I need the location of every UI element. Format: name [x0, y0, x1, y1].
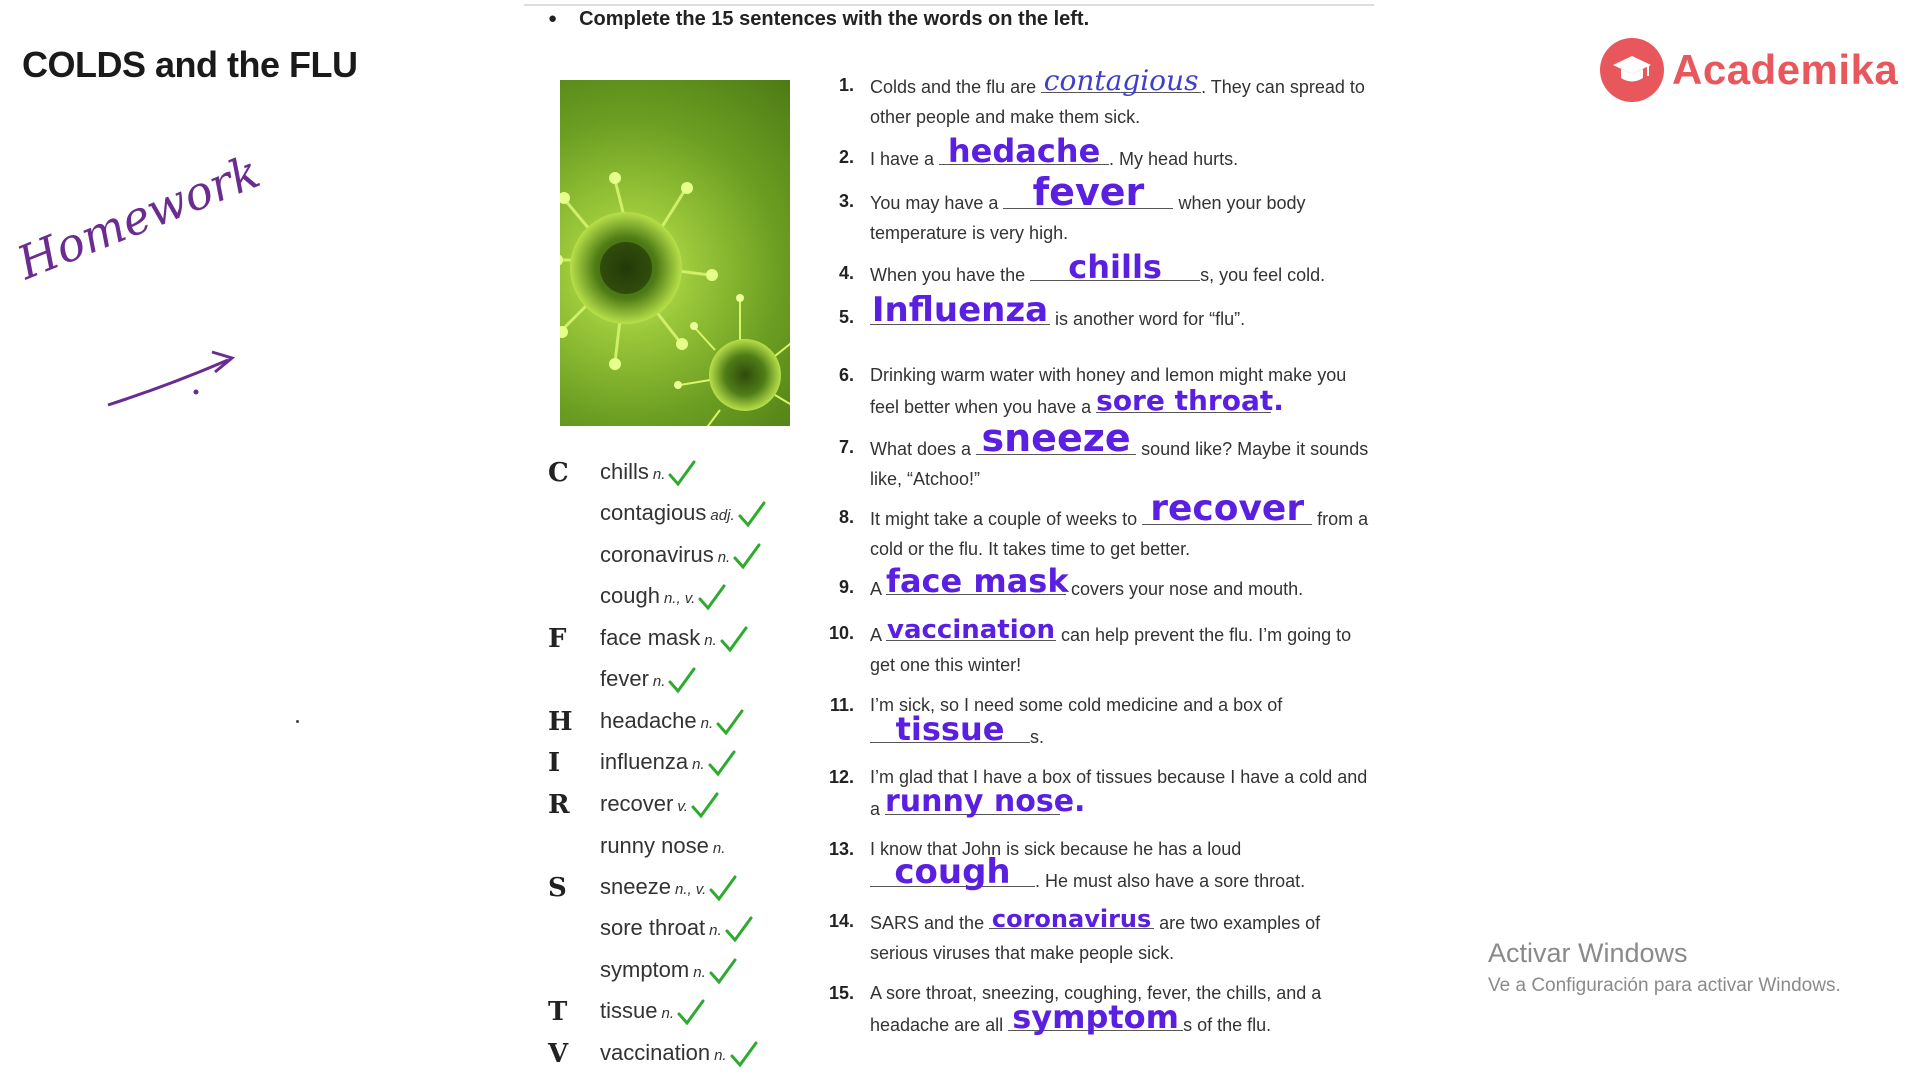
handwritten-homework-note: Homework: [9, 144, 267, 290]
worksheet: [524, 0, 1374, 1080]
sentence-text-after: . My head hurts.: [1109, 149, 1239, 169]
word-list-letter: V: [548, 1038, 569, 1069]
stray-dot: [296, 720, 299, 723]
sentence-number: 10.: [828, 623, 854, 643]
sentence-text-before: Colds and the flu are: [870, 77, 1042, 97]
sentence-number: 8.: [838, 507, 854, 527]
word-list-pos: n.: [709, 922, 722, 940]
answer-blank[interactable]: [886, 615, 1056, 645]
answer-blank[interactable]: [870, 290, 1050, 330]
word-list-item: [548, 701, 808, 743]
sentence-text-after: s, you feel cold.: [1200, 265, 1326, 285]
sentence-text-before: I know that John is sick because he has a loud: [870, 839, 1242, 859]
word-list-letter: R: [548, 789, 570, 820]
logo-text: Academika: [1672, 46, 1899, 93]
sentence-text-after: from a cold or the flu. It takes time to get better.: [870, 509, 1369, 559]
sentence-text-before: A sore throat, sneezing, coughing, fever, the chills, and a headache are all: [870, 983, 1322, 1035]
answer-text: runny nose.: [885, 784, 1086, 819]
answer-text: cough: [894, 852, 1011, 892]
worksheet-instruction: ● Complete the 15 sentences with the words on the left.: [548, 8, 1089, 31]
word-list: [548, 452, 808, 1075]
sentence-text-before: SARS and the: [870, 913, 990, 933]
answer-text: sneeze: [981, 416, 1131, 460]
answer-text: sore throat.: [1096, 384, 1284, 417]
sentence-number: 2.: [838, 147, 854, 167]
sentence-text-after: sound like? Maybe it sounds like, “Atchoo!”: [870, 439, 1369, 489]
answer-blank[interactable]: [1008, 998, 1183, 1036]
word-list-pos: n.: [692, 756, 705, 774]
sentence-text-after: s of the flu.: [1183, 1015, 1272, 1035]
word-list-pos: n.: [652, 673, 666, 691]
checkmark-icon: [707, 749, 737, 777]
answer-text: vaccination: [887, 615, 1056, 645]
word-list-letter: S: [548, 872, 567, 903]
sentence-number: 4.: [838, 263, 854, 283]
word-list-pos: n.: [652, 465, 666, 483]
word-list-letter: C: [548, 457, 569, 488]
sentence-number: 1.: [838, 75, 854, 95]
answer-blank[interactable]: [1030, 248, 1200, 286]
checkmark-icon: [708, 874, 738, 902]
page-title: COLDS and the FLU: [22, 44, 358, 85]
answer-text: Influenza: [871, 290, 1049, 330]
answer-text: symptom: [1012, 998, 1179, 1036]
answer-text: fever: [1032, 170, 1145, 214]
word-list-pos: n.: [700, 714, 714, 732]
watermark-subtitle: Ve a Configuración para activar Windows.: [1488, 975, 1841, 996]
word-list-letter: T: [548, 997, 568, 1028]
sentence-text-before: You may have a: [870, 193, 1004, 213]
word-list-word: recover: [600, 790, 674, 816]
word-list-item: [548, 743, 808, 785]
sentence-text-before: I’m sick, so I need some cold medicine and a box of: [870, 695, 1283, 715]
sentence-text-before: I have a: [870, 149, 940, 169]
word-list-pos: adj.: [710, 507, 735, 525]
answer-blank[interactable]: [885, 784, 1086, 819]
sentence-number: 15.: [828, 983, 854, 1003]
word-list-word: headache: [600, 707, 697, 733]
sentence-number: 13.: [828, 839, 854, 859]
word-list-item: [548, 535, 808, 577]
checkmark-icon: [715, 708, 745, 736]
sentence-number: 11.: [829, 695, 854, 715]
word-list-letter: F: [548, 623, 567, 654]
answer-blank[interactable]: [1142, 488, 1312, 529]
answer-blank[interactable]: [870, 710, 1030, 748]
sentence-number: 14.: [828, 911, 854, 931]
answer-text: chills: [1068, 248, 1162, 286]
sentence-text-before: What does a: [870, 439, 977, 459]
word-list-pos: n.: [661, 1005, 674, 1023]
sentence-text-before: A: [870, 579, 887, 599]
word-list-word: vaccination: [600, 1039, 711, 1065]
sentence-number: 9.: [838, 577, 854, 597]
word-list-item: [548, 618, 808, 660]
sentence-text-before: I’m glad that I have a box of tissues because I have a cold and a: [870, 767, 1368, 819]
answer-text: hedache: [947, 132, 1101, 170]
sentence-text-after: when your body temperature is very high.: [870, 193, 1306, 243]
word-list-word: influenza: [600, 749, 689, 775]
word-list-item: [548, 867, 808, 909]
academika-logo: [1600, 38, 1898, 102]
sentence-text-before: Drinking warm water with honey and lemon might make you feel better when you have a: [870, 365, 1347, 417]
answer-text: coronavirus: [991, 905, 1152, 933]
sentence-number: 7.: [838, 437, 854, 457]
word-list-word: chills: [600, 458, 649, 484]
word-list-word: contagious: [600, 500, 707, 526]
word-list-pos: n., v.: [674, 880, 707, 898]
word-list-pos: n.: [712, 840, 726, 858]
checkmark-icon: [732, 542, 762, 570]
word-list-pos: n., v.: [663, 590, 696, 608]
answer-blank[interactable]: [1041, 64, 1201, 97]
word-list-item: [548, 1033, 808, 1075]
checkmark-icon: [737, 500, 767, 528]
word-list-item: [548, 784, 808, 826]
word-list-item: [548, 909, 808, 951]
checkmark-icon: [724, 915, 754, 943]
word-list-word: symptom: [600, 956, 690, 982]
sentence-text-after: can help prevent the flu. I’m going to get one this winter!: [870, 625, 1352, 675]
sentence-text-before: It might take a couple of weeks to: [870, 509, 1143, 529]
word-list-word: coronavirus: [600, 541, 714, 567]
sentence-text-after: are two examples of serious viruses that make people sick.: [870, 913, 1321, 963]
answer-blank[interactable]: [870, 852, 1035, 892]
word-list-letter: H: [548, 706, 573, 737]
answer-blank[interactable]: [1096, 384, 1284, 417]
answer-blank[interactable]: [989, 905, 1154, 933]
sentence-text-after: covers your nose and mouth.: [1066, 579, 1304, 599]
word-list-pos: n.: [714, 1046, 727, 1064]
checkmark-icon: [729, 1040, 759, 1068]
sentence-text-after: . They can spread to other people and make them sick.: [870, 77, 1365, 127]
word-list-letter: I: [548, 748, 561, 779]
word-list-item: [548, 577, 808, 619]
sentence-text-after: is another word for “flu”.: [1050, 309, 1246, 329]
sentence-text-before: When you have the: [870, 265, 1031, 285]
word-list-item: [548, 660, 808, 702]
answer-blank[interactable]: [886, 562, 1069, 600]
word-list-item: [548, 826, 808, 868]
word-list-pos: n.: [717, 548, 731, 566]
answer-blank[interactable]: [939, 132, 1109, 170]
sentence-number: 3.: [838, 191, 854, 211]
sentence-text-after: . He must also have a sore throat.: [1035, 871, 1306, 891]
checkmark-icon: [708, 957, 738, 985]
word-list-word: tissue: [600, 998, 658, 1024]
word-list-item: [548, 950, 808, 992]
virus-image: [560, 80, 790, 426]
word-list-item: [548, 494, 808, 536]
word-list-item: [548, 452, 808, 494]
answer-text: tissue: [895, 710, 1005, 748]
word-list-word: sneeze: [600, 873, 671, 899]
word-list-word: sore throat: [600, 915, 706, 941]
checkmark-icon: [719, 625, 749, 653]
word-list-word: face mask: [600, 624, 701, 650]
word-list-pos: v.: [677, 797, 688, 815]
sentence-text-before: A: [870, 625, 887, 645]
watermark-title: Activar Windows: [1488, 938, 1688, 968]
word-list-item: [548, 992, 808, 1034]
word-list-pos: n.: [693, 963, 706, 981]
checkmark-icon: [667, 666, 697, 694]
word-list-word: runny nose: [600, 833, 709, 859]
checkmark-icon: [676, 998, 706, 1026]
checkmark-icon: [690, 791, 720, 819]
checkmark-icon: [697, 583, 727, 611]
sentence-number: 5.: [838, 307, 854, 327]
answer-blank[interactable]: [976, 416, 1136, 460]
sentence-number: 6.: [838, 365, 854, 385]
answer-blank[interactable]: [1003, 170, 1173, 214]
windows-activation-watermark: [1488, 938, 1841, 997]
word-list-word: fever: [600, 666, 649, 692]
word-list-word: cough: [600, 583, 660, 609]
checkmark-icon: [667, 459, 697, 487]
sentence-number: 12.: [828, 767, 854, 787]
graduation-cap-icon: [1600, 38, 1664, 102]
word-list-pos: n.: [704, 631, 717, 649]
answer-text: contagious: [1043, 64, 1199, 97]
divider: [524, 4, 1374, 6]
sentence-text-after: s.: [1030, 727, 1045, 747]
answer-text: face mask: [886, 562, 1069, 600]
handwritten-arrow-icon: [100, 330, 250, 410]
answer-text: recover: [1150, 488, 1305, 529]
